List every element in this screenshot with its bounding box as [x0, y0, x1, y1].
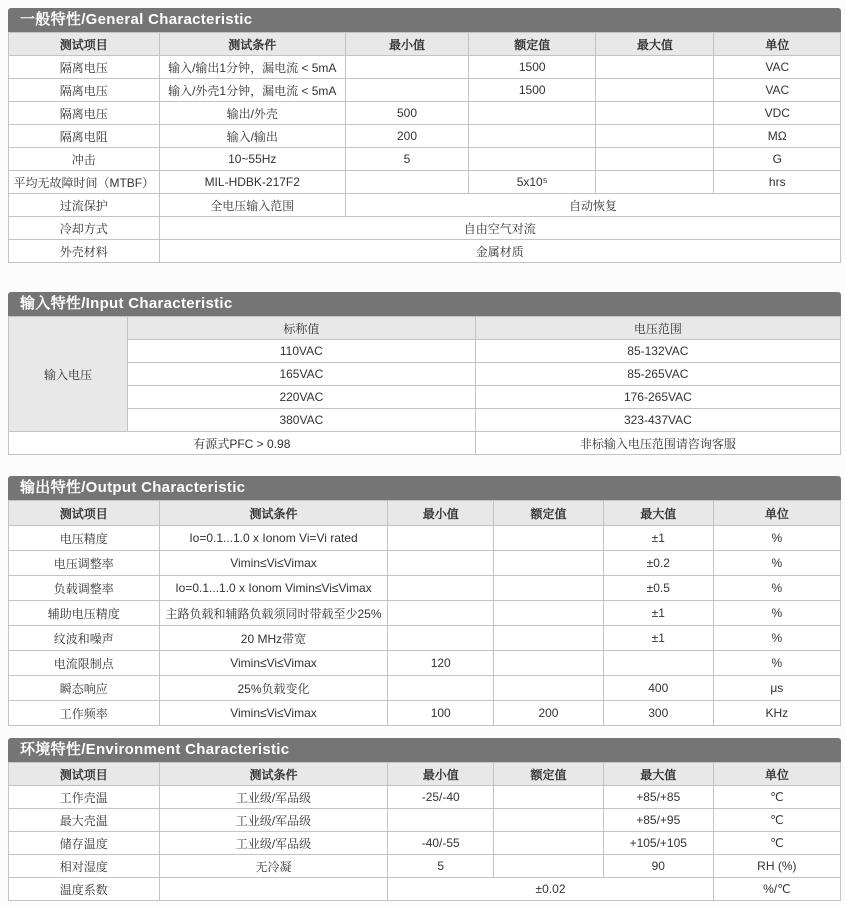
value-cell: % — [713, 601, 840, 626]
row-label-cell: 电压精度 — [9, 526, 160, 551]
value-cell: KHz — [713, 701, 840, 726]
condition-cell: 无冷凝 — [159, 855, 388, 878]
table-row — [9, 386, 841, 409]
condition-cell: Vimin≤Vi≤Vimax — [159, 651, 388, 676]
table-row — [9, 626, 841, 651]
value-cell — [596, 125, 714, 148]
value-cell: 165VAC — [127, 363, 475, 386]
value-cell — [345, 171, 468, 194]
header-row — [9, 763, 841, 786]
value-cell — [388, 809, 494, 832]
condition-cell — [159, 878, 388, 901]
table-row — [9, 432, 841, 455]
column-header: 测试条件 — [159, 33, 345, 56]
value-cell: 1500 — [469, 79, 596, 102]
spec-table-general — [8, 32, 841, 263]
table-row — [9, 878, 841, 901]
condition-cell: Io=0.1...1.0 x Ionom Vimin≤Vi≤Vimax — [159, 576, 388, 601]
row-label-cell: 平均无故障时间（MTBF） — [9, 171, 160, 194]
section-title-output: 输出特性/Output Characteristic — [8, 476, 841, 500]
table-row — [9, 855, 841, 878]
value-cell: ±0.02 — [388, 878, 713, 901]
condition-cell: 主路负载和辅路负载须同时带载至少25% — [159, 601, 388, 626]
sub-column-header: 标称值 — [127, 317, 475, 340]
value-cell: 300 — [603, 701, 713, 726]
row-label-cell: 瞬态响应 — [9, 676, 160, 701]
column-header: 单位 — [713, 501, 840, 526]
value-cell — [469, 125, 596, 148]
value-cell: 323-437VAC — [475, 409, 840, 432]
table-row — [9, 809, 841, 832]
condition-cell: 输入/输出1分钟，漏电流 < 5mA — [159, 56, 345, 79]
table-row — [9, 125, 841, 148]
column-header: 额定值 — [469, 33, 596, 56]
section-input — [8, 292, 841, 455]
section-title-env: 环境特性/Environment Characteristic — [8, 738, 841, 762]
table-row — [9, 786, 841, 809]
table-row — [9, 551, 841, 576]
value-cell — [494, 576, 604, 601]
value-cell — [494, 676, 604, 701]
value-cell — [596, 79, 714, 102]
value-cell — [494, 809, 604, 832]
value-cell: ±1 — [603, 601, 713, 626]
condition-cell: MIL-HDBK-217F2 — [159, 171, 345, 194]
table-row — [9, 148, 841, 171]
value-cell: 110VAC — [127, 340, 475, 363]
value-cell: hrs — [714, 171, 841, 194]
table-row — [9, 240, 841, 263]
condition-cell: 工业级/军品级 — [159, 809, 388, 832]
header-row — [9, 501, 841, 526]
row-label-cell: 工作壳温 — [9, 786, 160, 809]
value-cell: 200 — [494, 701, 604, 726]
spec-table-env — [8, 762, 841, 901]
column-header: 测试项目 — [9, 763, 160, 786]
column-header: 测试条件 — [159, 501, 388, 526]
section-general — [8, 8, 841, 263]
value-cell: % — [713, 651, 840, 676]
value-cell: 5 — [388, 855, 494, 878]
row-label-cell: 储存温度 — [9, 832, 160, 855]
column-header: 最大值 — [596, 33, 714, 56]
spec-sections — [8, 8, 841, 901]
value-cell: 100 — [388, 701, 494, 726]
condition-cell: 10~55Hz — [159, 148, 345, 171]
column-header: 单位 — [713, 763, 840, 786]
value-cell — [603, 651, 713, 676]
value-cell — [494, 626, 604, 651]
condition-cell: 输入/外壳1分钟，漏电流 < 5mA — [159, 79, 345, 102]
condition-cell: 全电压输入范围 — [159, 194, 345, 217]
row-label-cell: 隔离电阻 — [9, 125, 160, 148]
table-row — [9, 340, 841, 363]
value-cell — [388, 626, 494, 651]
value-cell: VAC — [714, 79, 841, 102]
value-cell: % — [713, 576, 840, 601]
value-cell — [494, 601, 604, 626]
value-cell: % — [713, 526, 840, 551]
value-cell: ±1 — [603, 526, 713, 551]
condition-cell: Io=0.1...1.0 x Ionom Vi=Vi rated — [159, 526, 388, 551]
condition-cell: 20 MHz带宽 — [159, 626, 388, 651]
value-cell — [494, 526, 604, 551]
value-cell — [596, 56, 714, 79]
value-cell — [345, 79, 468, 102]
table-row — [9, 651, 841, 676]
row-label-cell: 相对湿度 — [9, 855, 160, 878]
value-cell — [494, 551, 604, 576]
value-cell — [388, 526, 494, 551]
condition-cell: 输入/输出 — [159, 125, 345, 148]
value-cell: VDC — [714, 102, 841, 125]
value-cell: 85-132VAC — [475, 340, 840, 363]
section-output — [8, 476, 841, 726]
column-header: 单位 — [714, 33, 841, 56]
value-cell: 200 — [345, 125, 468, 148]
value-cell — [596, 171, 714, 194]
value-cell: +105/+105 — [603, 832, 713, 855]
column-header: 测试条件 — [159, 763, 388, 786]
column-header: 最小值 — [345, 33, 468, 56]
value-cell: 500 — [345, 102, 468, 125]
spec-table-input — [8, 316, 841, 455]
column-header: 测试项目 — [9, 501, 160, 526]
row-label-cell: 隔离电压 — [9, 56, 160, 79]
table-row — [9, 832, 841, 855]
row-label-cell: 隔离电压 — [9, 79, 160, 102]
section-env — [8, 738, 841, 901]
table-row — [9, 217, 841, 240]
value-cell: ±1 — [603, 626, 713, 651]
value-cell: 400 — [603, 676, 713, 701]
value-cell: 自动恢复 — [345, 194, 840, 217]
row-label-cell: 电压调整率 — [9, 551, 160, 576]
row-label-cell: 冷却方式 — [9, 217, 160, 240]
table-row — [9, 56, 841, 79]
value-cell: % — [713, 551, 840, 576]
column-header: 最小值 — [388, 501, 494, 526]
condition-cell: 输出/外壳 — [159, 102, 345, 125]
value-cell: 5x10⁵ — [469, 171, 596, 194]
column-header: 最大值 — [603, 763, 713, 786]
value-cell — [494, 651, 604, 676]
value-cell — [388, 576, 494, 601]
value-cell: +85/+85 — [603, 786, 713, 809]
row-label-cell: 纹波和噪声 — [9, 626, 160, 651]
value-cell — [596, 148, 714, 171]
value-cell: 120 — [388, 651, 494, 676]
table-row — [9, 601, 841, 626]
value-cell — [388, 551, 494, 576]
value-cell — [388, 601, 494, 626]
column-header: 测试项目 — [9, 33, 160, 56]
table-row — [9, 317, 841, 340]
column-header: 最小值 — [388, 763, 494, 786]
table-row — [9, 526, 841, 551]
value-cell: %/℃ — [713, 878, 840, 901]
value-cell: 380VAC — [127, 409, 475, 432]
header-row — [9, 33, 841, 56]
row-label-cell: 辅助电压精度 — [9, 601, 160, 626]
value-cell — [469, 148, 596, 171]
condition-cell: 工业级/军品级 — [159, 786, 388, 809]
value-cell: 176-265VAC — [475, 386, 840, 409]
table-row — [9, 576, 841, 601]
value-cell — [494, 832, 604, 855]
value-cell: ±0.5 — [603, 576, 713, 601]
row-label-cell: 隔离电压 — [9, 102, 160, 125]
value-cell: VAC — [714, 56, 841, 79]
value-cell: μs — [713, 676, 840, 701]
value-cell: -40/-55 — [388, 832, 494, 855]
value-cell: +85/+95 — [603, 809, 713, 832]
value-cell: -25/-40 — [388, 786, 494, 809]
table-row — [9, 409, 841, 432]
value-cell: MΩ — [714, 125, 841, 148]
value-cell — [596, 102, 714, 125]
value-cell: 85-265VAC — [475, 363, 840, 386]
value-cell: ±0.2 — [603, 551, 713, 576]
value-cell: 自由空气对流 — [159, 217, 840, 240]
value-cell — [494, 855, 604, 878]
row-label-cell: 最大壳温 — [9, 809, 160, 832]
row-label-cell: 过流保护 — [9, 194, 160, 217]
column-header: 额定值 — [494, 501, 604, 526]
row-label-cell: 工作频率 — [9, 701, 160, 726]
column-header: 最大值 — [603, 501, 713, 526]
note-cell: 非标输入电压范围请咨询客服 — [475, 432, 840, 455]
row-label-cell: 冲击 — [9, 148, 160, 171]
condition-cell: 工业级/军品级 — [159, 832, 388, 855]
condition-cell: 25%负载变化 — [159, 676, 388, 701]
condition-cell: Vimin≤Vi≤Vimax — [159, 701, 388, 726]
value-cell: 金属材质 — [159, 240, 840, 263]
row-label-cell: 外壳材料 — [9, 240, 160, 263]
value-cell — [388, 676, 494, 701]
value-cell: 1500 — [469, 56, 596, 79]
value-cell — [345, 56, 468, 79]
value-cell: G — [714, 148, 841, 171]
value-cell: % — [713, 626, 840, 651]
row-group-label: 输入电压 — [9, 317, 128, 432]
section-title-input: 输入特性/Input Characteristic — [8, 292, 841, 316]
table-row — [9, 701, 841, 726]
value-cell: 220VAC — [127, 386, 475, 409]
row-label-cell: 电流限制点 — [9, 651, 160, 676]
value-cell: 5 — [345, 148, 468, 171]
value-cell — [494, 786, 604, 809]
column-header: 额定值 — [494, 763, 604, 786]
table-row — [9, 171, 841, 194]
value-cell: ℃ — [713, 809, 840, 832]
row-label-cell: 负载调整率 — [9, 576, 160, 601]
sub-column-header: 电压范围 — [475, 317, 840, 340]
condition-cell: Vimin≤Vi≤Vimax — [159, 551, 388, 576]
row-label-cell: 温度系数 — [9, 878, 160, 901]
value-cell — [469, 102, 596, 125]
value-cell: ℃ — [713, 786, 840, 809]
section-title-general: 一般特性/General Characteristic — [8, 8, 841, 32]
spec-table-output — [8, 500, 841, 726]
value-cell: ℃ — [713, 832, 840, 855]
table-row — [9, 363, 841, 386]
table-row — [9, 79, 841, 102]
value-cell: 90 — [603, 855, 713, 878]
table-row — [9, 194, 841, 217]
table-row — [9, 102, 841, 125]
note-cell: 有源式PFC > 0.98 — [9, 432, 476, 455]
table-row — [9, 676, 841, 701]
value-cell: RH (%) — [713, 855, 840, 878]
